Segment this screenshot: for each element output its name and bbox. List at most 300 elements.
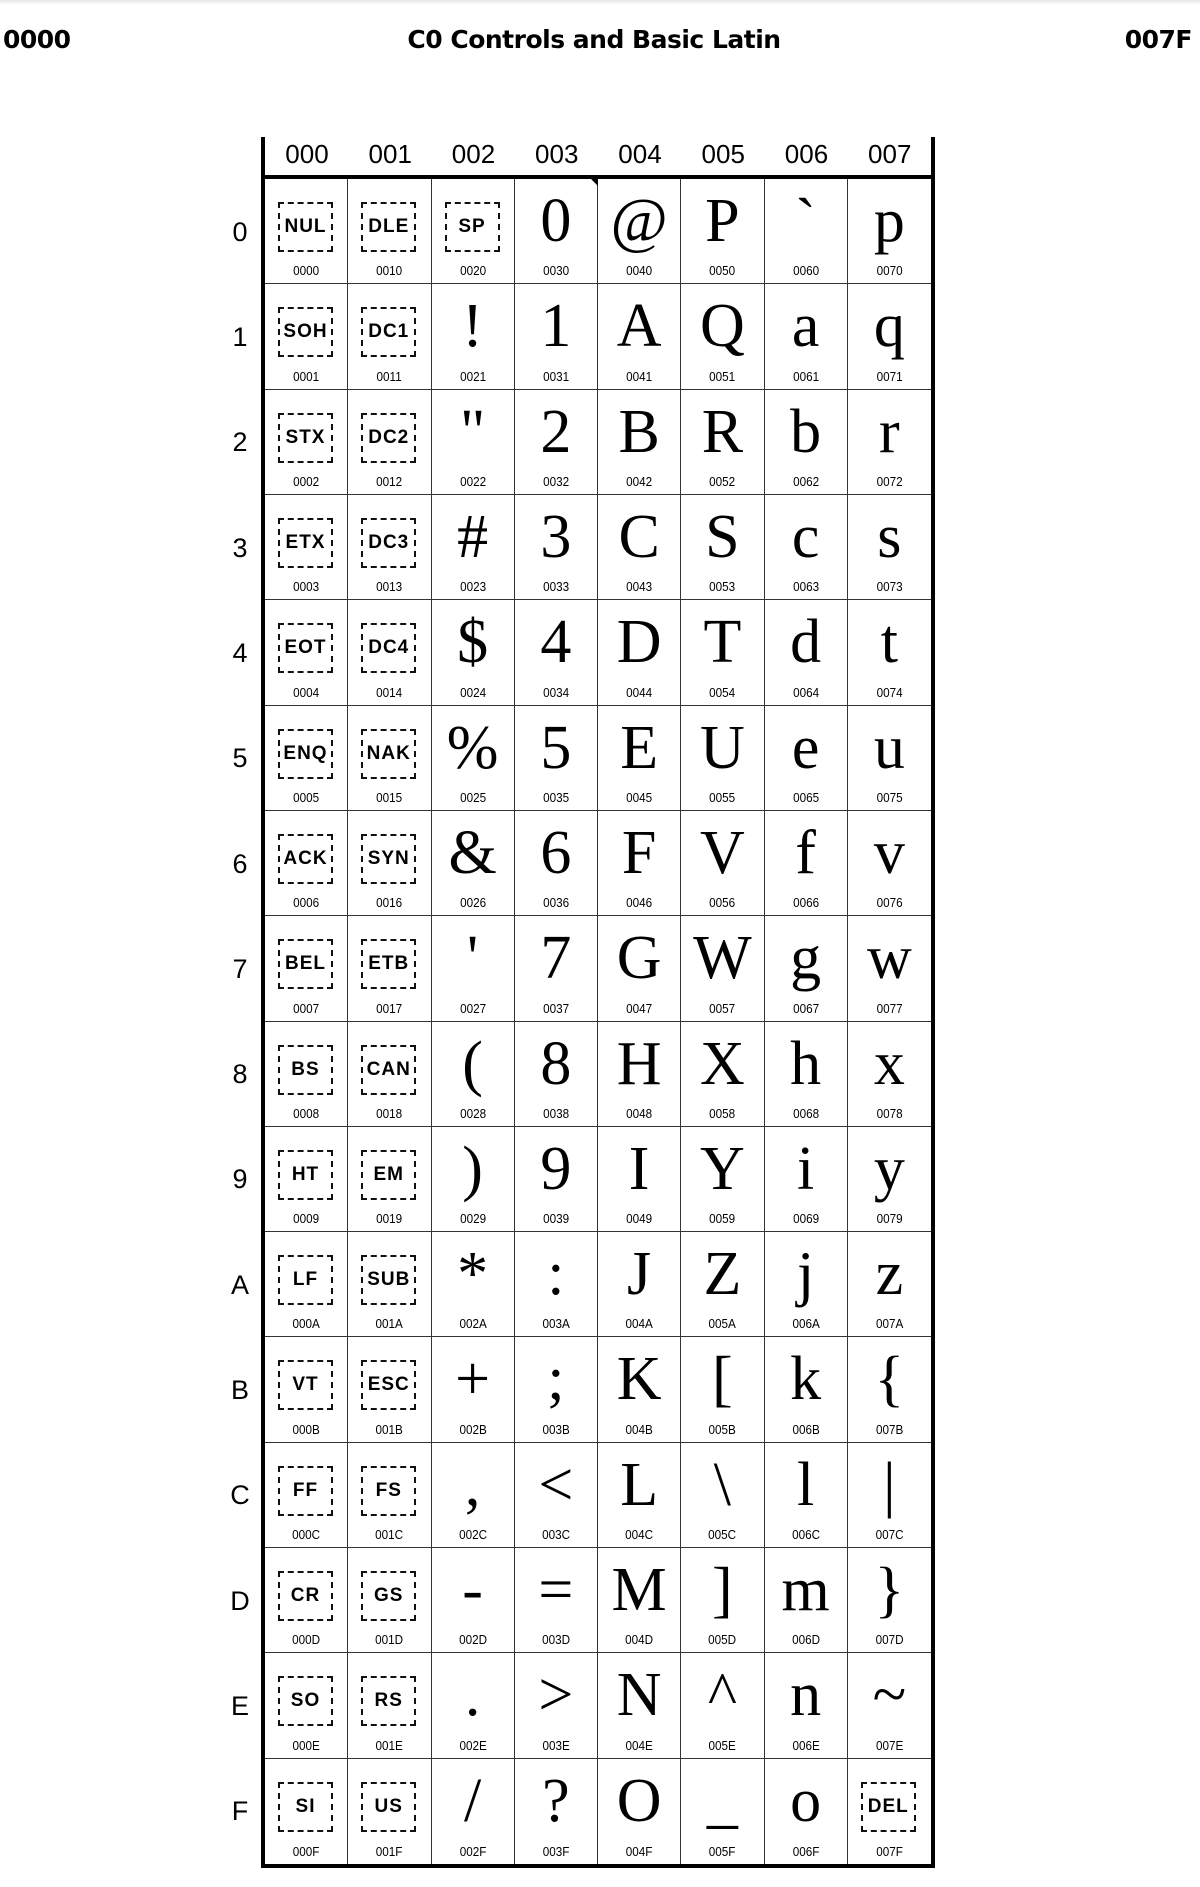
glyph: x [873,1029,905,1098]
char-cell [765,495,848,599]
control-abbrev-box: RS [361,1676,416,1726]
glyph: X [699,1029,745,1098]
code-point: 0006 [293,895,320,911]
table-row [232,706,931,811]
glyph: s [877,502,902,571]
code-point: 0002 [293,473,320,489]
row-label: D [230,1585,250,1616]
glyph: + [455,1345,491,1414]
char-cell [848,284,931,388]
glyph: v [873,818,905,887]
char-cell [432,1232,515,1336]
char-cell [432,1548,515,1652]
glyph: [ [712,1345,733,1414]
code-point: 0060 [792,263,819,279]
char-cell [598,1232,681,1336]
char-cell [681,1232,764,1336]
glyph: J [627,1240,652,1309]
glyph: N [616,1661,662,1730]
control-char-cell [265,1232,348,1336]
code-point: 0073 [876,579,903,595]
code-point: 004D [625,1632,654,1648]
glyph: * [457,1240,489,1309]
glyph: 5 [540,713,572,782]
char-cell [432,1759,515,1864]
control-char-cell [265,1022,348,1126]
code-point: 0029 [459,1211,486,1227]
control-abbrev-box: BS [278,1045,333,1095]
code-point: 0005 [293,789,320,805]
code-point: 0031 [542,368,569,384]
char-cell [515,1548,598,1652]
code-point: 0003 [293,579,320,595]
glyph: < [538,1450,574,1519]
code-point: 002B [458,1421,487,1437]
table-row [232,600,931,705]
glyph: h [790,1029,822,1098]
glyph: t [880,608,898,677]
row-label: 8 [232,1059,248,1090]
char-cell [848,811,931,915]
code-point: 0011 [376,368,402,384]
code-point: 0015 [376,789,403,805]
column-header: 000 [285,139,329,169]
char-cell [765,179,848,283]
table-row [232,495,931,600]
code-point: 0048 [626,1105,653,1121]
glyph: 2 [540,397,572,466]
code-point: 0020 [459,263,486,279]
control-abbrev-box: DC2 [361,413,416,463]
control-abbrev-box: SYN [361,834,416,884]
glyph: p [873,187,905,255]
glyph: 4 [540,608,572,677]
control-char-cell [265,811,348,915]
glyph: _ [706,1766,738,1835]
row-label: 1 [232,321,248,352]
code-point: 001C [375,1527,404,1543]
glyph: L [620,1450,659,1519]
glyph: O [616,1766,662,1835]
char-cell [848,1022,931,1126]
char-cell [765,1653,848,1757]
code-point: 000B [292,1421,320,1437]
char-cell [598,811,681,915]
code-point: 0046 [626,895,653,911]
code-point: 0043 [626,579,653,595]
code-point: 0069 [792,1211,819,1227]
code-point: 0017 [376,1000,403,1016]
column-header: 002 [451,139,496,169]
code-point: 004E [625,1737,653,1753]
glyph: W [693,924,752,993]
code-point: 0013 [376,579,403,595]
char-cell [598,1653,681,1757]
code-point: 0042 [626,473,653,489]
char-cell [765,916,848,1020]
block-boundary-marker-icon [590,178,598,186]
glyph: 3 [540,502,572,571]
glyph: ' [467,924,479,993]
control-abbrev-box: DC4 [361,623,416,673]
code-point: 0027 [459,1000,486,1016]
code-point: 002A [458,1316,487,1332]
control-abbrev-box: EM [361,1150,416,1200]
glyph: T [703,608,742,677]
glyph: S [705,502,740,571]
control-char-cell [265,1759,348,1864]
char-cell [515,1443,598,1547]
glyph: P [705,187,740,255]
control-abbrev-box: LF [278,1255,333,1305]
char-cell [515,1759,598,1864]
glyph: } [874,1556,905,1625]
code-point: 005C [708,1527,737,1543]
code-point: 001B [375,1421,404,1437]
char-cell [681,811,764,915]
code-point: 0050 [709,263,736,279]
char-cell [681,179,764,283]
char-cell [598,1759,681,1864]
code-point: 0056 [709,895,736,911]
glyph: n [790,1661,822,1730]
row-label: 5 [232,743,248,774]
glyph: w [866,924,912,993]
char-cell [432,495,515,599]
row-label: F [231,1796,249,1827]
char-cell [598,390,681,494]
char-cell [598,1337,681,1441]
code-point: 0052 [709,473,736,489]
char-cell [598,495,681,599]
column-header: 005 [701,139,745,169]
range-end: 007F [1124,25,1192,54]
char-cell [515,1127,598,1231]
control-char-cell [348,1022,431,1126]
control-char-cell [348,811,431,915]
code-point: 004C [625,1527,654,1543]
glyph: " [459,397,486,466]
control-char-cell [348,1127,431,1231]
code-point: 001D [375,1632,404,1648]
glyph: G [616,924,662,993]
code-point: 006B [791,1421,820,1437]
table-row [230,1337,931,1442]
top-strip [0,0,1200,5]
char-cell [598,179,681,283]
glyph: b [790,397,822,466]
char-cell [598,1022,681,1126]
char-cell [848,1653,931,1757]
char-cell [765,284,848,388]
code-point: 000E [292,1737,320,1753]
control-abbrev-box: SI [278,1782,333,1832]
control-char-cell [348,495,431,599]
char-cell [848,495,931,599]
control-abbrev-box: ETB [361,939,416,989]
code-point: 004B [625,1421,653,1437]
table-row [230,1443,931,1548]
char-cell [765,1127,848,1231]
glyph: j [797,1240,815,1309]
code-point: 0045 [626,789,653,805]
code-point: 0023 [459,579,486,595]
control-char-cell [348,179,431,283]
column-header: 001 [368,139,412,169]
control-abbrev-box: ESC [361,1360,416,1410]
code-point: 0025 [459,789,486,805]
glyph: = [538,1556,574,1625]
control-abbrev-box: GS [361,1571,416,1621]
char-cell [681,1653,764,1757]
code-point: 003D [541,1632,570,1648]
char-cell [681,1548,764,1652]
code-point: 0058 [709,1105,736,1121]
code-point: 0008 [293,1105,320,1121]
char-cell [848,179,931,283]
glyph: o [790,1766,822,1835]
char-cell [681,916,764,1020]
code-point: 0049 [626,1211,653,1227]
code-point: 0074 [876,684,903,700]
code-point: 0028 [459,1105,486,1121]
char-cell [515,1232,598,1336]
char-cell [681,706,764,810]
code-point: 007B [875,1421,904,1437]
control-abbrev-box: SOH [278,307,333,357]
glyph: @ [610,187,668,255]
code-point: 002E [458,1737,487,1753]
code-point: 003B [542,1421,570,1437]
glyph: , [464,1450,481,1519]
table-row [232,179,931,284]
char-cell [765,1232,848,1336]
code-point: 006C [791,1527,820,1543]
code-point: 0024 [459,684,486,700]
glyph: | [883,1450,896,1519]
control-char-cell [265,600,348,704]
control-char-cell [348,1759,431,1864]
glyph: ] [712,1556,733,1625]
char-cell [765,1022,848,1126]
char-cell [848,916,931,1020]
char-cell [515,495,598,599]
glyph: ^ [707,1661,737,1730]
control-char-cell [265,1127,348,1231]
row-label: E [230,1691,249,1722]
char-cell [432,1653,515,1757]
code-point: 0032 [542,473,569,489]
control-abbrev-box: DC1 [361,307,416,357]
code-point: 006E [791,1737,820,1753]
code-point: 002C [458,1527,487,1543]
code-point: 0053 [709,579,736,595]
code-point: 007E [875,1737,904,1753]
code-point: 0038 [542,1105,569,1121]
char-cell [598,706,681,810]
row-label: B [230,1375,249,1406]
char-cell [432,916,515,1020]
code-point: 005A [708,1316,737,1332]
control-abbrev-box: FS [361,1466,416,1516]
control-char-cell [348,916,431,1020]
column-header-row [261,137,935,178]
glyph: C [618,502,660,571]
code-point: 001E [375,1737,404,1753]
code-point: 000A [292,1316,320,1332]
control-abbrev-box: CR [278,1571,333,1621]
table-row [232,811,931,916]
code-point: 0044 [626,684,653,700]
glyph: : [547,1240,565,1309]
char-cell [515,1653,598,1757]
row-label: A [230,1269,249,1300]
char-cell [848,706,931,810]
glyph: F [621,818,657,887]
row-label: 3 [232,532,248,563]
code-point: 003F [542,1844,570,1859]
code-point: 001A [375,1316,404,1332]
char-cell [848,390,931,494]
control-abbrev-box: HT [278,1150,333,1200]
char-cell [515,811,598,915]
code-point: 005F [709,1844,736,1859]
row-label: C [230,1480,250,1511]
glyph: 6 [540,818,572,887]
glyph: 0 [540,187,572,255]
row-label: 9 [232,1164,248,1195]
code-point: 0066 [792,895,819,911]
control-abbrev-box: DLE [361,202,416,252]
code-point: 005B [708,1421,737,1437]
control-abbrev-box: ETX [278,518,333,568]
code-point: 002F [459,1844,486,1859]
control-char-cell [348,1337,431,1441]
char-cell [515,390,598,494]
control-abbrev-box: ACK [278,834,333,884]
code-point: 006F [792,1844,819,1859]
code-point: 0040 [626,263,653,279]
control-abbrev-box: ENQ [278,729,333,779]
code-point: 0007 [293,1000,320,1016]
glyph: ) [462,1134,483,1203]
char-cell [765,1759,848,1864]
char-cell [432,600,515,704]
code-point: 0036 [542,895,569,911]
glyph: E [620,713,659,782]
char-cell [515,600,598,704]
char-cell [681,1127,764,1231]
glyph: g [790,924,822,993]
char-cell [765,600,848,704]
code-point: 002D [458,1632,487,1648]
glyph: y [873,1134,905,1203]
code-point: 005D [708,1632,737,1648]
char-cell [432,1337,515,1441]
code-point: 0077 [876,1000,903,1016]
char-cell [681,600,764,704]
row-label: 6 [232,848,248,879]
glyph: z [875,1240,904,1309]
control-abbrev-box: FF [278,1466,333,1516]
char-cell [765,1337,848,1441]
code-point: 0076 [876,895,903,911]
code-point: 000F [292,1844,320,1859]
char-cell [432,706,515,810]
glyph: - [462,1556,483,1625]
control-abbrev-box: VT [278,1360,333,1410]
glyph: 8 [540,1029,572,1098]
control-char-cell [348,1443,431,1547]
code-point: 0037 [542,1000,569,1016]
char-cell [681,1337,764,1441]
table-row [232,1022,931,1127]
glyph: Y [699,1134,745,1203]
control-char-cell [265,284,348,388]
code-point: 0075 [876,789,903,805]
char-cell [432,390,515,494]
code-point: 0009 [293,1211,320,1227]
code-point: 0071 [876,368,903,384]
code-point: 003E [542,1737,570,1753]
control-char-cell [265,179,348,283]
code-point: 0022 [459,473,486,489]
code-point: 0054 [709,684,736,700]
table-row [230,1232,931,1337]
glyph: r [879,397,900,466]
column-header: 003 [535,139,579,169]
code-point: 0014 [376,684,403,700]
char-cell [848,1232,931,1336]
glyph: a [791,292,820,361]
char-cell [432,1127,515,1231]
table-row [232,1127,931,1232]
column-header: 007 [868,139,912,169]
code-point: 007C [875,1527,904,1543]
char-cell [432,1022,515,1126]
glyph: ? [542,1766,570,1835]
control-char-cell [848,1759,931,1864]
code-point: 0079 [876,1211,903,1227]
glyph: Z [703,1240,742,1309]
code-point: 001F [376,1844,403,1859]
row-label: 2 [232,427,248,458]
control-char-cell [348,600,431,704]
char-cell [848,600,931,704]
char-cell [515,179,598,283]
glyph: k [790,1345,822,1414]
glyph: i [797,1134,815,1203]
control-char-cell [348,1548,431,1652]
char-cell [848,1337,931,1441]
code-point: 0016 [376,895,403,911]
char-cell [681,1022,764,1126]
row-label: 0 [232,216,248,247]
code-point: 0026 [459,895,486,911]
char-cell [681,390,764,494]
code-point: 0059 [709,1211,736,1227]
code-point: 0070 [876,263,903,279]
code-point: 0057 [709,1000,736,1016]
char-cell [598,284,681,388]
control-char-cell [265,1548,348,1652]
code-point: 0010 [376,263,403,279]
table-row [230,1653,931,1758]
char-cell [515,1022,598,1126]
glyph: V [699,818,745,887]
glyph: Q [699,292,745,361]
code-point: 0078 [876,1105,903,1121]
